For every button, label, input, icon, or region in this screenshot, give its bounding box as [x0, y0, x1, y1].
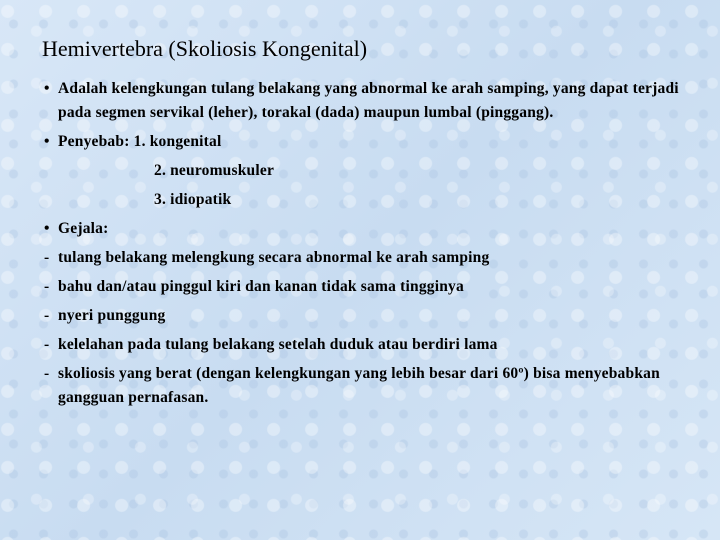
- symptom-item: [44, 272, 684, 301]
- symptom-text: kelelahan pada tulang belakang setelah duduk atau berdiri lama: [58, 336, 498, 353]
- symptoms-item: [44, 214, 684, 243]
- dash-marker: -: [44, 278, 50, 295]
- cause-item: [44, 127, 684, 156]
- dash-marker: -: [44, 365, 50, 382]
- bullet-icon: •: [44, 133, 50, 150]
- dash-marker: -: [44, 249, 50, 266]
- symptom-text: tulang belakang melengkung secara abnormal ke arah samping: [58, 249, 490, 266]
- symptom-item: [44, 359, 684, 412]
- cause-intro-text: Penyebab: 1. kongenital: [58, 133, 222, 150]
- slide-title: Hemivertebra (Skoliosis Kongenital): [42, 36, 368, 61]
- symptom-item: [44, 243, 684, 272]
- symptom-text: bahu dan/atau pinggul kiri dan kanan tidak sama tingginya: [58, 278, 464, 295]
- dash-marker: -: [44, 336, 50, 353]
- bullet-icon: •: [44, 220, 50, 237]
- cause-2: 2. neuromuskuler: [154, 162, 275, 179]
- symptom-text: nyeri punggung: [58, 307, 166, 324]
- symptom-item: [44, 301, 684, 330]
- definition-text: Adalah kelengkungan tulang belakang yang abnormal ke arah samping, yang dapat terjadi pada segmen servikal (leher), torakal (dada) maupun lumbal (pinggang).: [58, 80, 679, 121]
- bullet-icon: •: [44, 80, 50, 97]
- symptom-text: skoliosis yang berat (dengan kelengkungan yang lebih besar dari 60º) bisa menyebabkan gangguan pernafasan.: [58, 365, 660, 406]
- dash-marker: -: [44, 307, 50, 324]
- definition-item: [44, 74, 684, 127]
- slide-content: [44, 74, 684, 412]
- symptoms-heading: Gejala:: [58, 220, 109, 237]
- cause-3: 3. idiopatik: [154, 191, 232, 208]
- symptom-item: [44, 330, 684, 359]
